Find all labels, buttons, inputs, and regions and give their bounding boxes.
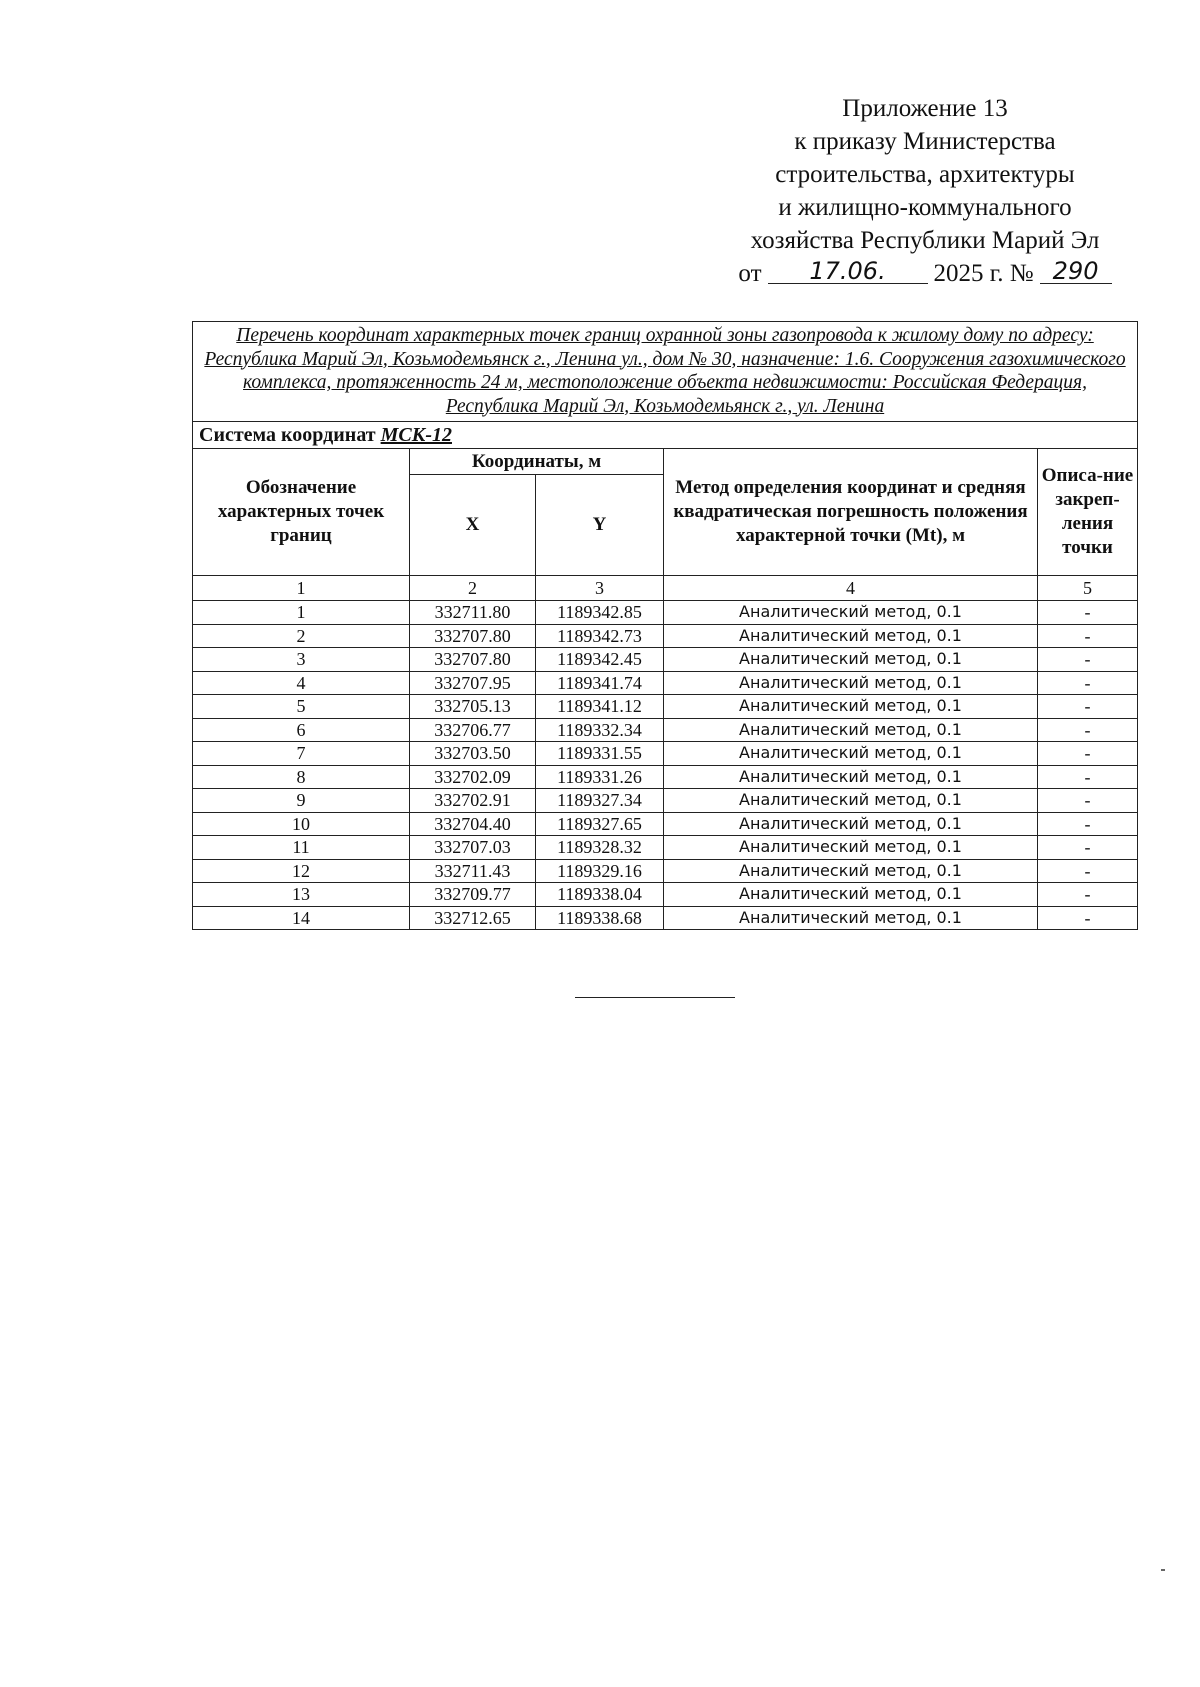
header-description: Описа-ние закреп-ления точки xyxy=(1038,449,1138,576)
method: Аналитический метод, 0.1 xyxy=(664,671,1038,695)
coord-y: 1189329.16 xyxy=(536,859,664,883)
table-row xyxy=(193,648,1138,672)
point-number: 11 xyxy=(193,836,410,860)
point-number: 8 xyxy=(193,765,410,789)
coord-x: 332711.80 xyxy=(410,601,536,625)
column-number: 2 xyxy=(410,576,536,601)
table-row xyxy=(193,742,1138,766)
header-line: и жилищно-коммунального xyxy=(778,194,1072,221)
coord-y: 1189327.65 xyxy=(536,812,664,836)
order-number-handwritten: 290 xyxy=(1040,259,1112,284)
method: Аналитический метод, 0.1 xyxy=(664,883,1038,907)
point-number: 3 xyxy=(193,648,410,672)
scan-speck xyxy=(1161,1569,1165,1571)
column-number: 3 xyxy=(536,576,664,601)
method: Аналитический метод, 0.1 xyxy=(664,624,1038,648)
method: Аналитический метод, 0.1 xyxy=(664,859,1038,883)
order-date-handwritten: 17.06. xyxy=(768,259,928,284)
coord-y: 1189341.74 xyxy=(536,671,664,695)
fixation-description: - xyxy=(1038,624,1138,648)
coord-x: 332703.50 xyxy=(410,742,536,766)
fixation-description: - xyxy=(1038,601,1138,625)
table-row xyxy=(193,836,1138,860)
coordinates-table xyxy=(192,321,1138,930)
coord-y: 1189338.04 xyxy=(536,883,664,907)
point-number: 7 xyxy=(193,742,410,766)
coord-x: 332707.80 xyxy=(410,648,536,672)
header-method: Метод определения координат и средняя квадратическая погрешность положения характерной точки (Mt), м xyxy=(664,449,1038,576)
point-number: 2 xyxy=(193,624,410,648)
fixation-description: - xyxy=(1038,742,1138,766)
coord-y: 1189342.45 xyxy=(536,648,664,672)
table-row xyxy=(193,695,1138,719)
point-number: 14 xyxy=(193,906,410,930)
fixation-description: - xyxy=(1038,718,1138,742)
order-date-line xyxy=(690,257,1160,290)
table-row xyxy=(193,765,1138,789)
method: Аналитический метод, 0.1 xyxy=(664,742,1038,766)
fixation-description: - xyxy=(1038,812,1138,836)
coordinate-system-row xyxy=(193,422,1138,449)
date-prefix: от xyxy=(738,260,762,287)
column-number: 1 xyxy=(193,576,410,601)
point-number: 1 xyxy=(193,601,410,625)
table-caption: Перечень координат характерных точек границ охранной зоны газопровода к жилому дому по адресу: Республика Марий Эл, Козьмодемьянск г., Ленина ул., дом № 30, назначение: 1.6. Сооружения газохимического комплекса, протяженность 24 м, местоположение объекта недвижимости: Российская Федерация, Республика Марий Эл, Козьмодемьянск г., ул. Ленина xyxy=(193,322,1138,422)
fixation-description: - xyxy=(1038,765,1138,789)
method: Аналитический метод, 0.1 xyxy=(664,789,1038,813)
fixation-description: - xyxy=(1038,859,1138,883)
caption-row xyxy=(193,322,1138,422)
method: Аналитический метод, 0.1 xyxy=(664,695,1038,719)
method: Аналитический метод, 0.1 xyxy=(664,648,1038,672)
year-text: 2025 г. № xyxy=(933,260,1034,287)
table-row xyxy=(193,624,1138,648)
coordinate-system-label: Система координат xyxy=(199,424,376,446)
table-row xyxy=(193,671,1138,695)
method: Аналитический метод, 0.1 xyxy=(664,812,1038,836)
column-number: 5 xyxy=(1038,576,1138,601)
point-number: 4 xyxy=(193,671,410,695)
fixation-description: - xyxy=(1038,695,1138,719)
method: Аналитический метод, 0.1 xyxy=(664,601,1038,625)
coord-x: 332707.03 xyxy=(410,836,536,860)
point-number: 6 xyxy=(193,718,410,742)
coord-y: 1189328.32 xyxy=(536,836,664,860)
coordinate-system-code: МСК-12 xyxy=(380,424,452,446)
header-point-designation: Обозначение характерных точек границ xyxy=(193,449,410,576)
table-row xyxy=(193,906,1138,930)
table-row xyxy=(193,789,1138,813)
coord-x: 332707.80 xyxy=(410,624,536,648)
coord-y: 1189331.26 xyxy=(536,765,664,789)
header-x: X xyxy=(410,475,536,576)
coord-x: 332712.65 xyxy=(410,906,536,930)
coord-y: 1189342.85 xyxy=(536,601,664,625)
fixation-description: - xyxy=(1038,648,1138,672)
point-number: 5 xyxy=(193,695,410,719)
header-row xyxy=(193,449,1138,475)
coord-x: 332711.43 xyxy=(410,859,536,883)
method: Аналитический метод, 0.1 xyxy=(664,765,1038,789)
table-row xyxy=(193,883,1138,907)
method: Аналитический метод, 0.1 xyxy=(664,718,1038,742)
fixation-description: - xyxy=(1038,906,1138,930)
coord-y: 1189332.34 xyxy=(536,718,664,742)
table-row xyxy=(193,718,1138,742)
column-number: 4 xyxy=(664,576,1038,601)
header-line: строительства, архитектуры xyxy=(775,161,1075,188)
point-number: 9 xyxy=(193,789,410,813)
header-y: Y xyxy=(536,475,664,576)
point-number: 13 xyxy=(193,883,410,907)
coord-y: 1189338.68 xyxy=(536,906,664,930)
coord-x: 332709.77 xyxy=(410,883,536,907)
point-number: 10 xyxy=(193,812,410,836)
coord-x: 332702.09 xyxy=(410,765,536,789)
method: Аналитический метод, 0.1 xyxy=(664,906,1038,930)
coord-x: 332704.40 xyxy=(410,812,536,836)
document-header xyxy=(690,92,1160,290)
table-row xyxy=(193,601,1138,625)
column-number-row xyxy=(193,576,1138,601)
table-row xyxy=(193,812,1138,836)
fixation-description: - xyxy=(1038,671,1138,695)
coord-x: 332705.13 xyxy=(410,695,536,719)
header-line: к приказу Министерства xyxy=(794,128,1056,155)
coord-y: 1189327.34 xyxy=(536,789,664,813)
coord-x: 332706.77 xyxy=(410,718,536,742)
method: Аналитический метод, 0.1 xyxy=(664,836,1038,860)
fixation-description: - xyxy=(1038,836,1138,860)
coord-y: 1189341.12 xyxy=(536,695,664,719)
header-coordinates: Координаты, м xyxy=(410,449,664,475)
fixation-description: - xyxy=(1038,883,1138,907)
coord-x: 332707.95 xyxy=(410,671,536,695)
fixation-description: - xyxy=(1038,789,1138,813)
table-row xyxy=(193,859,1138,883)
header-line: хозяйства Республики Марий Эл xyxy=(750,227,1100,254)
header-line: Приложение 13 xyxy=(842,95,1008,122)
coord-y: 1189342.73 xyxy=(536,624,664,648)
coord-y: 1189331.55 xyxy=(536,742,664,766)
point-number: 12 xyxy=(193,859,410,883)
end-divider xyxy=(575,997,735,998)
coord-x: 332702.91 xyxy=(410,789,536,813)
